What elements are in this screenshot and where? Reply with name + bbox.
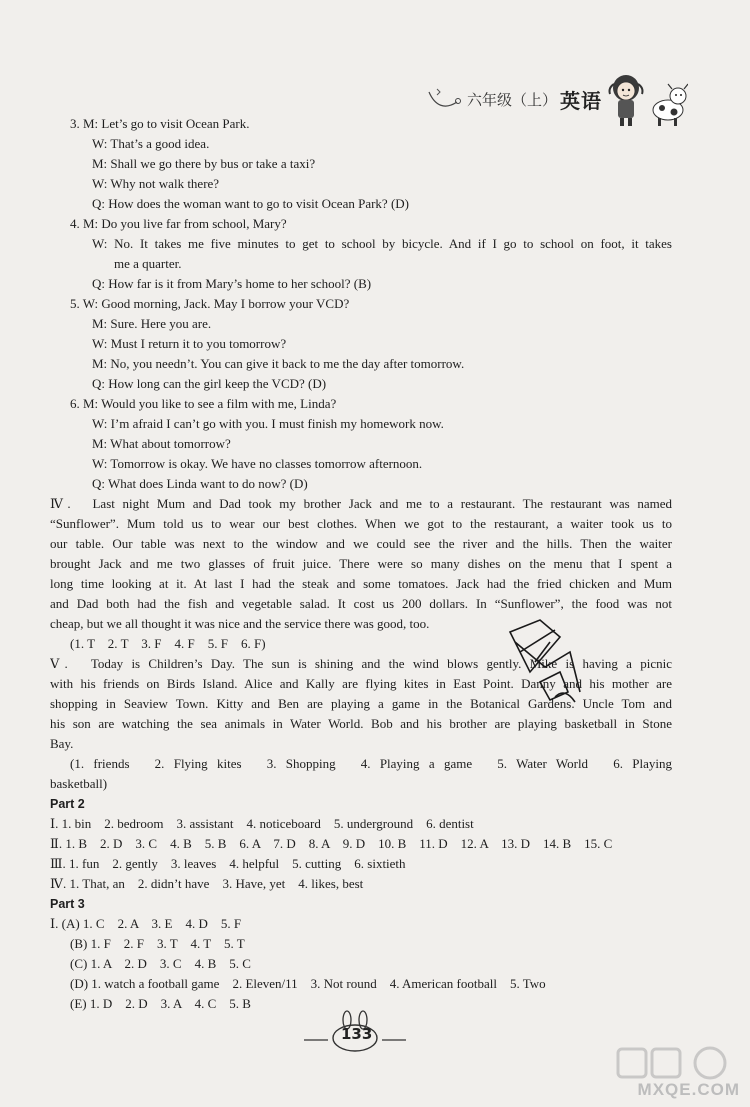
grade-label: 六年级（上） [466,90,557,109]
text-line: shopping in Seaview Town. Kitty and Ben are playing a game in the Botanical Gardens. Uncle Tom and [50,696,672,711]
text-line: Q: How far is it from Mary’s home to her school? (B) [92,276,372,291]
part2-heading: Part 2 [50,797,85,811]
text-line: Q: What does Linda want to do now? (D) [92,476,308,491]
text-line: W: Tomorrow is okay. We have no classes tomorrow afternoon. [92,456,423,471]
text-line: (1. friends 2. Flying kites 3. Shopping 4. Playing a game 5. Water World 6. Playing [70,756,672,771]
text-line: Q: How long can the girl keep the VCD? (D) [92,376,327,391]
text-line: (B) 1. F 2. F 3. T 4. T 5. T [70,936,245,951]
part3-answers [50,914,672,1014]
text-line: Ⅰ. 1. bin 2. bedroom 3. assistant 4. noticeboard 5. underground 6. dentist [50,816,474,831]
watermark-text: MXQE.COM [637,1080,740,1099]
listening-transcript [50,114,672,494]
text-line: Ⅳ. 1. That, an 2. didn’t have 3. Have, yet 4. likes, best [50,876,364,891]
text-line: W: Must I return it to you tomorrow? [92,336,287,351]
text-line: with his friends on Birds Island. Alice and Kally are flying kites in East Point. Danny and his mother are [50,676,672,691]
text-line: Ⅳ. Last night Mum and Dad took my brother Jack and me to a restaurant. The restaurant was named [50,496,672,511]
text-line: W: I’m afraid I can’t go with you. I must finish my homework now. [92,416,444,431]
text-line: M: What about tomorrow? [92,436,231,451]
text-line: Ⅰ. (A) 1. C 2. A 3. E 4. D 5. F [50,916,242,931]
text-line: our table. Our table was next to the window and we could see the river and the hills. Then the waiter [50,536,672,551]
text-line: and Dad both had the fish and vegetable salad. It cost us 200 dollars. In “Sunflower”, the food was not [50,596,672,611]
text-line: M: No, you needn’t. You can give it back to me the day after tomorrow. [92,356,465,371]
text-line: his son are watching the sea animals in Water World. Bob and his brother are playing basketball in Stone [50,716,672,731]
text-line: 5. W: Good morning, Jack. May I borrow your VCD? [70,296,350,311]
text-line: me a quarter. [114,256,182,271]
text-line: Q: How does the woman want to go to visit Ocean Park? (D) [92,196,409,211]
part2-answers [50,814,672,894]
text-line: W: No. It takes me five minutes to get to school by bicycle. And if I go to school on foot, it takes [92,236,672,251]
text-line: Ⅲ. 1. fun 2. gently 3. leaves 4. helpful 5. cutting 6. sixtieth [50,856,406,871]
part3-heading: Part 3 [50,897,85,911]
swoosh-icon [427,86,463,112]
text-line: W: That’s a good idea. [92,136,210,151]
text-line: (1. T 2. T 3. F 4. F 5. F 6. F) [70,636,266,651]
text-line: (D) 1. watch a football game 2. Eleven/11 3. Not round 4. American football 5. Two [70,976,546,991]
text-line: 4. M: Do you live far from school, Mary? [70,216,287,231]
text-line: long time looking at it. At last I had the steak and some tomatoes. Jack had the fried chicken and Mum [50,576,672,591]
page-number: 133 [341,1025,373,1043]
text-line: 6. M: Would you like to see a film with me, Linda? [70,396,337,411]
text-line: cheap, but we all thought it was nice and the service there was good, too. [50,616,430,631]
text-line: Ⅴ. Today is Children’s Day. The sun is shining and the wind blows gently. Mike is having a picnic [50,656,672,671]
subject-label: 英语 [560,88,602,113]
text-line: (C) 1. A 2. D 3. C 4. B 5. C [70,956,251,971]
handwritten-scribble [500,612,590,717]
text-line: M: Shall we go there by bus or take a taxi? [92,156,316,171]
text-line: (E) 1. D 2. D 3. A 4. C 5. B [70,996,251,1011]
text-line: basketball) [50,776,108,791]
text-line: W: Why not walk there? [92,176,220,191]
text-line: Bay. [50,736,74,751]
text-line: 3. M: Let’s go to visit Ocean Park. [70,116,250,131]
answer-key-content [50,114,672,1014]
text-line: Ⅱ. 1. B 2. D 3. C 4. B 5. B 6. A 7. D 8. A 9. D 10. B 11. D 12. A 13. D 14. B 15. C [50,836,613,851]
text-line: brought Jack and me two glasses of fruit juice. There were so many dishes on the menu that I spent a [50,556,672,571]
text-line: “Sunflower”. Mum told us to wear our best clothes. When we got to the restaurant, a waiter took us to [50,516,672,531]
text-line: M: Sure. Here you are. [92,316,212,331]
